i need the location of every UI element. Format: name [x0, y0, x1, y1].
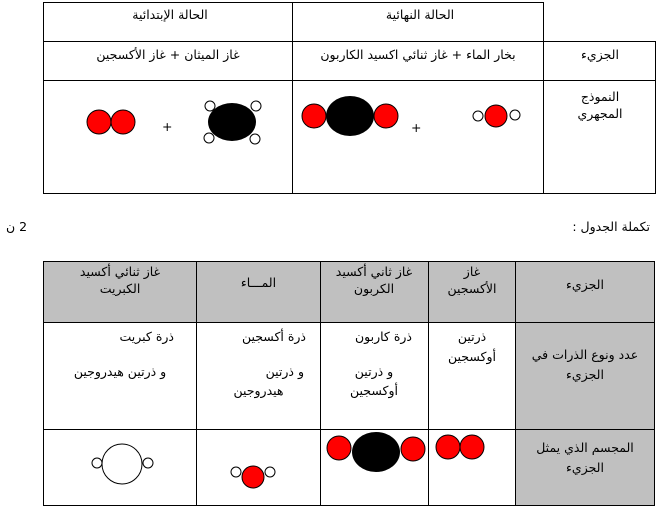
- water-atoms-answer: ذرة أكسجين و ذرتين هيدروجين: [233, 329, 306, 398]
- carbon-dioxide-atoms-answer: ذرة كاربون و ذرتين أوكسجين: [350, 329, 412, 398]
- col-header-oxygen: غاز الأكسجين: [447, 264, 497, 296]
- col-header-sulfur-dioxide: غاز ثنائي أكسيد الكبريت: [79, 264, 161, 296]
- carbon-dioxide-molecule-model: [300, 94, 402, 138]
- complete-table-label: تكملة الجدول :: [572, 219, 650, 234]
- row-label-atoms: عدد ونوع الذرات في الجزيء: [531, 347, 639, 382]
- initial-reactants-label: غاز الميثان + غاز الأكسجين: [96, 47, 240, 62]
- oxygen-atoms-answer: ذرتين أوكسجين: [448, 329, 496, 364]
- points-label: 2 ن: [6, 219, 28, 234]
- methane-molecule-model: [198, 96, 266, 148]
- water-molecule-model: [470, 102, 524, 132]
- row-label-model: المجسم الذي يمثل الجزيء: [536, 440, 634, 475]
- plus-sign: +: [411, 120, 422, 135]
- header-final-state: الحالة النهائية: [385, 7, 455, 22]
- final-products-label: بخار الماء + غاز ثنائي اكسيد الكاربون: [320, 47, 516, 62]
- sulfur-dioxide-atoms-answer: ذرة كبريت و ذرتين هيدروجين: [73, 329, 174, 379]
- col-header-water: المـــاء: [240, 275, 277, 290]
- model-label: النموذج المجهري: [577, 89, 623, 121]
- oxygen-molecule-model: [433, 430, 489, 464]
- molecule-header: الجزيء: [581, 47, 619, 62]
- water-molecule-model: [226, 458, 280, 492]
- col-header-carbon-dioxide: غاز ثاني أكسيد الكربون: [335, 264, 413, 296]
- oxygen-molecule-model: [84, 106, 140, 138]
- header-initial-state: الحالة الإبتدائية: [132, 7, 208, 22]
- carbon-dioxide-molecule-model: [323, 430, 427, 474]
- col-header-molecule: الجزيء: [566, 277, 604, 292]
- sulfur-dioxide-molecule-model: [86, 440, 158, 490]
- plus-sign: +: [162, 119, 173, 134]
